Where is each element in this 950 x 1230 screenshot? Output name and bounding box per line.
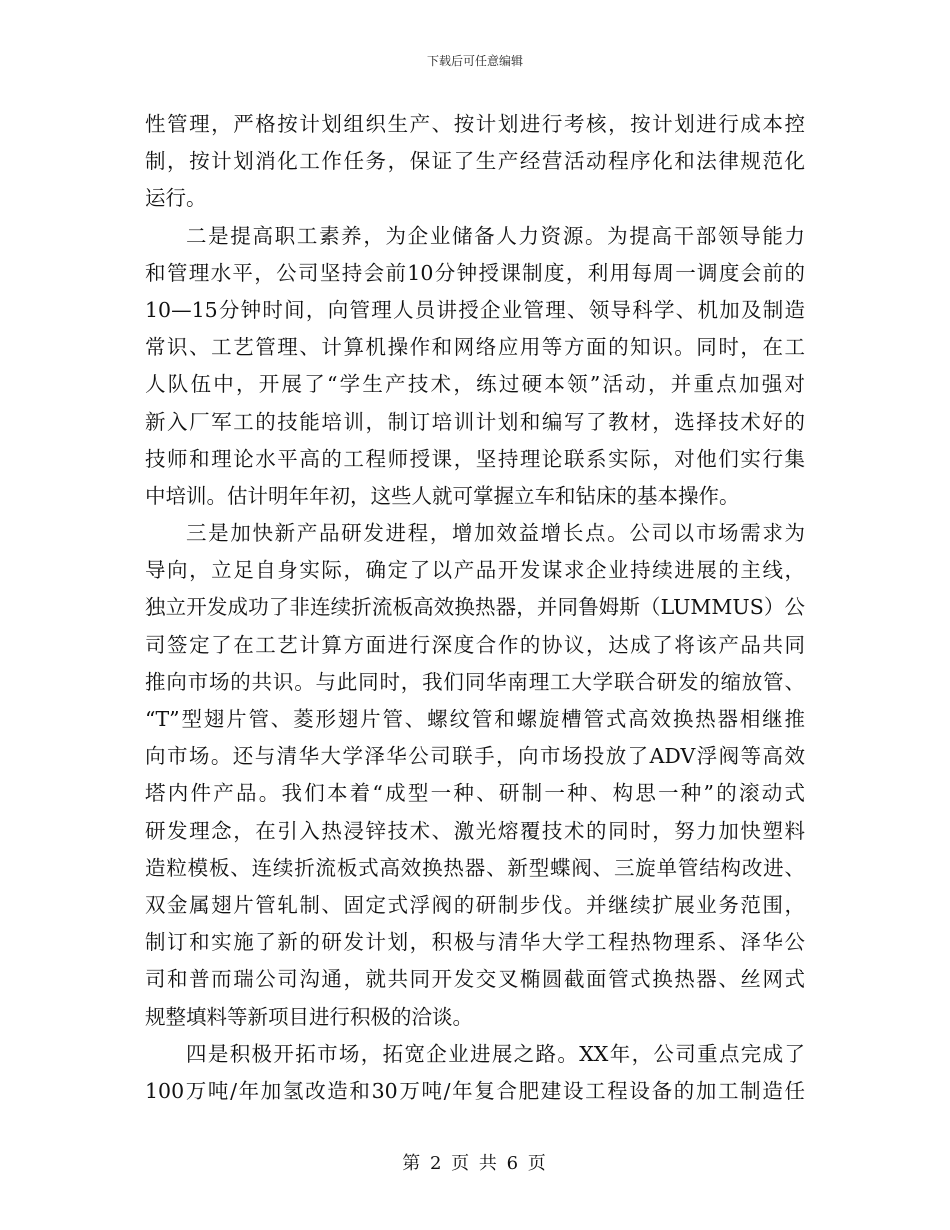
page-header: 下载后可任意编辑	[426, 54, 523, 68]
body-line: 司和普而瑞公司沟通，就共同开发交叉椭圆截面管式换热器、丝网式	[145, 967, 805, 992]
body-line: 100万吨/年加氢改造和30万吨/年复合肥建设工程设备的加工制造任	[145, 1078, 805, 1103]
page-number: 第 2 页 共 6 页	[402, 1153, 548, 1174]
body-line: 导向，立足自身实际，确定了以产品开发谋求企业持续进展的主线，	[145, 558, 805, 583]
body-line: 向市场。还与清华大学泽华公司联手，向市场投放了ADV浮阀等高效	[145, 744, 805, 769]
body-line: 四是积极开拓市场，拓宽企业进展之路。XX年，公司重点完成了	[186, 1041, 805, 1066]
body-line: 造粒模板、连续折流板式高效换热器、新型蝶阀、三旋单管结构改进、	[145, 855, 805, 880]
body-line: 独立开发成功了非连续折流板高效换热器，并同鲁姆斯（LUMMUS）公	[145, 595, 805, 620]
body-line: 常识、工艺管理、计算机操作和网络应用等方面的知识。同时，在工	[145, 335, 805, 360]
body-line: 研发理念，在引入热浸锌技术、激光熔覆技术的同时，努力加快塑料	[145, 818, 805, 843]
body-line: 性管理，严格按计划组织生产、按计划进行考核，按计划进行成本控	[145, 112, 805, 136]
body-line: 规整填料等新项目进行积极的洽谈。	[145, 1004, 473, 1029]
body-line: 推向市场的共识。与此同时，我们同华南理工大学联合研发的缩放管、	[145, 669, 805, 694]
body-line: 制，按计划消化工作任务，保证了生产经营活动程序化和法律规范化	[145, 149, 805, 174]
body-line: 塔内件产品。我们本着“成型一种、研制一种、构思一种”的滚动式	[145, 781, 805, 806]
body-line: 双金属翅片管轧制、固定式浮阀的研制步伐。并继续扩展业务范围，	[145, 892, 805, 917]
body-line: 二是提高职工素养，为企业储备人力资源。为提高干部领导能力	[186, 223, 805, 248]
body-line: 制订和实施了新的研发计划，积极与清华大学工程热物理系、泽华公	[145, 930, 805, 955]
body-line: 10—15分钟时间，向管理人员讲授企业管理、领导科学、机加及制造	[145, 297, 805, 322]
body-line: 新入厂军工的技能培训，制订培训计划和编写了教材，选择技术好的	[145, 409, 805, 434]
body-line: 人队伍中，开展了“学生产技术，练过硬本领”活动，并重点加强对	[145, 372, 805, 397]
body-line: 和管理水平，公司坚持会前10分钟授课制度，利用每周一调度会前的	[145, 260, 805, 285]
document-body	[145, 106, 805, 1110]
body-line: 运行。	[145, 186, 207, 211]
body-line: 司签定了在工艺计算方面进行深度合作的协议，达成了将该产品共同	[145, 632, 805, 657]
body-line: “T”型翅片管、菱形翅片管、螺纹管和螺旋槽管式高效换热器相继推	[145, 707, 805, 731]
body-line: 三是加快新产品研发进程，增加效益增长点。公司以市场需求为	[186, 521, 805, 546]
body-line: 中培训。估计明年年初，这些人就可掌握立车和钻床的基本操作。	[145, 483, 740, 508]
body-line: 技师和理论水平高的工程师授课，坚持理论联系实际，对他们实行集	[145, 446, 805, 471]
